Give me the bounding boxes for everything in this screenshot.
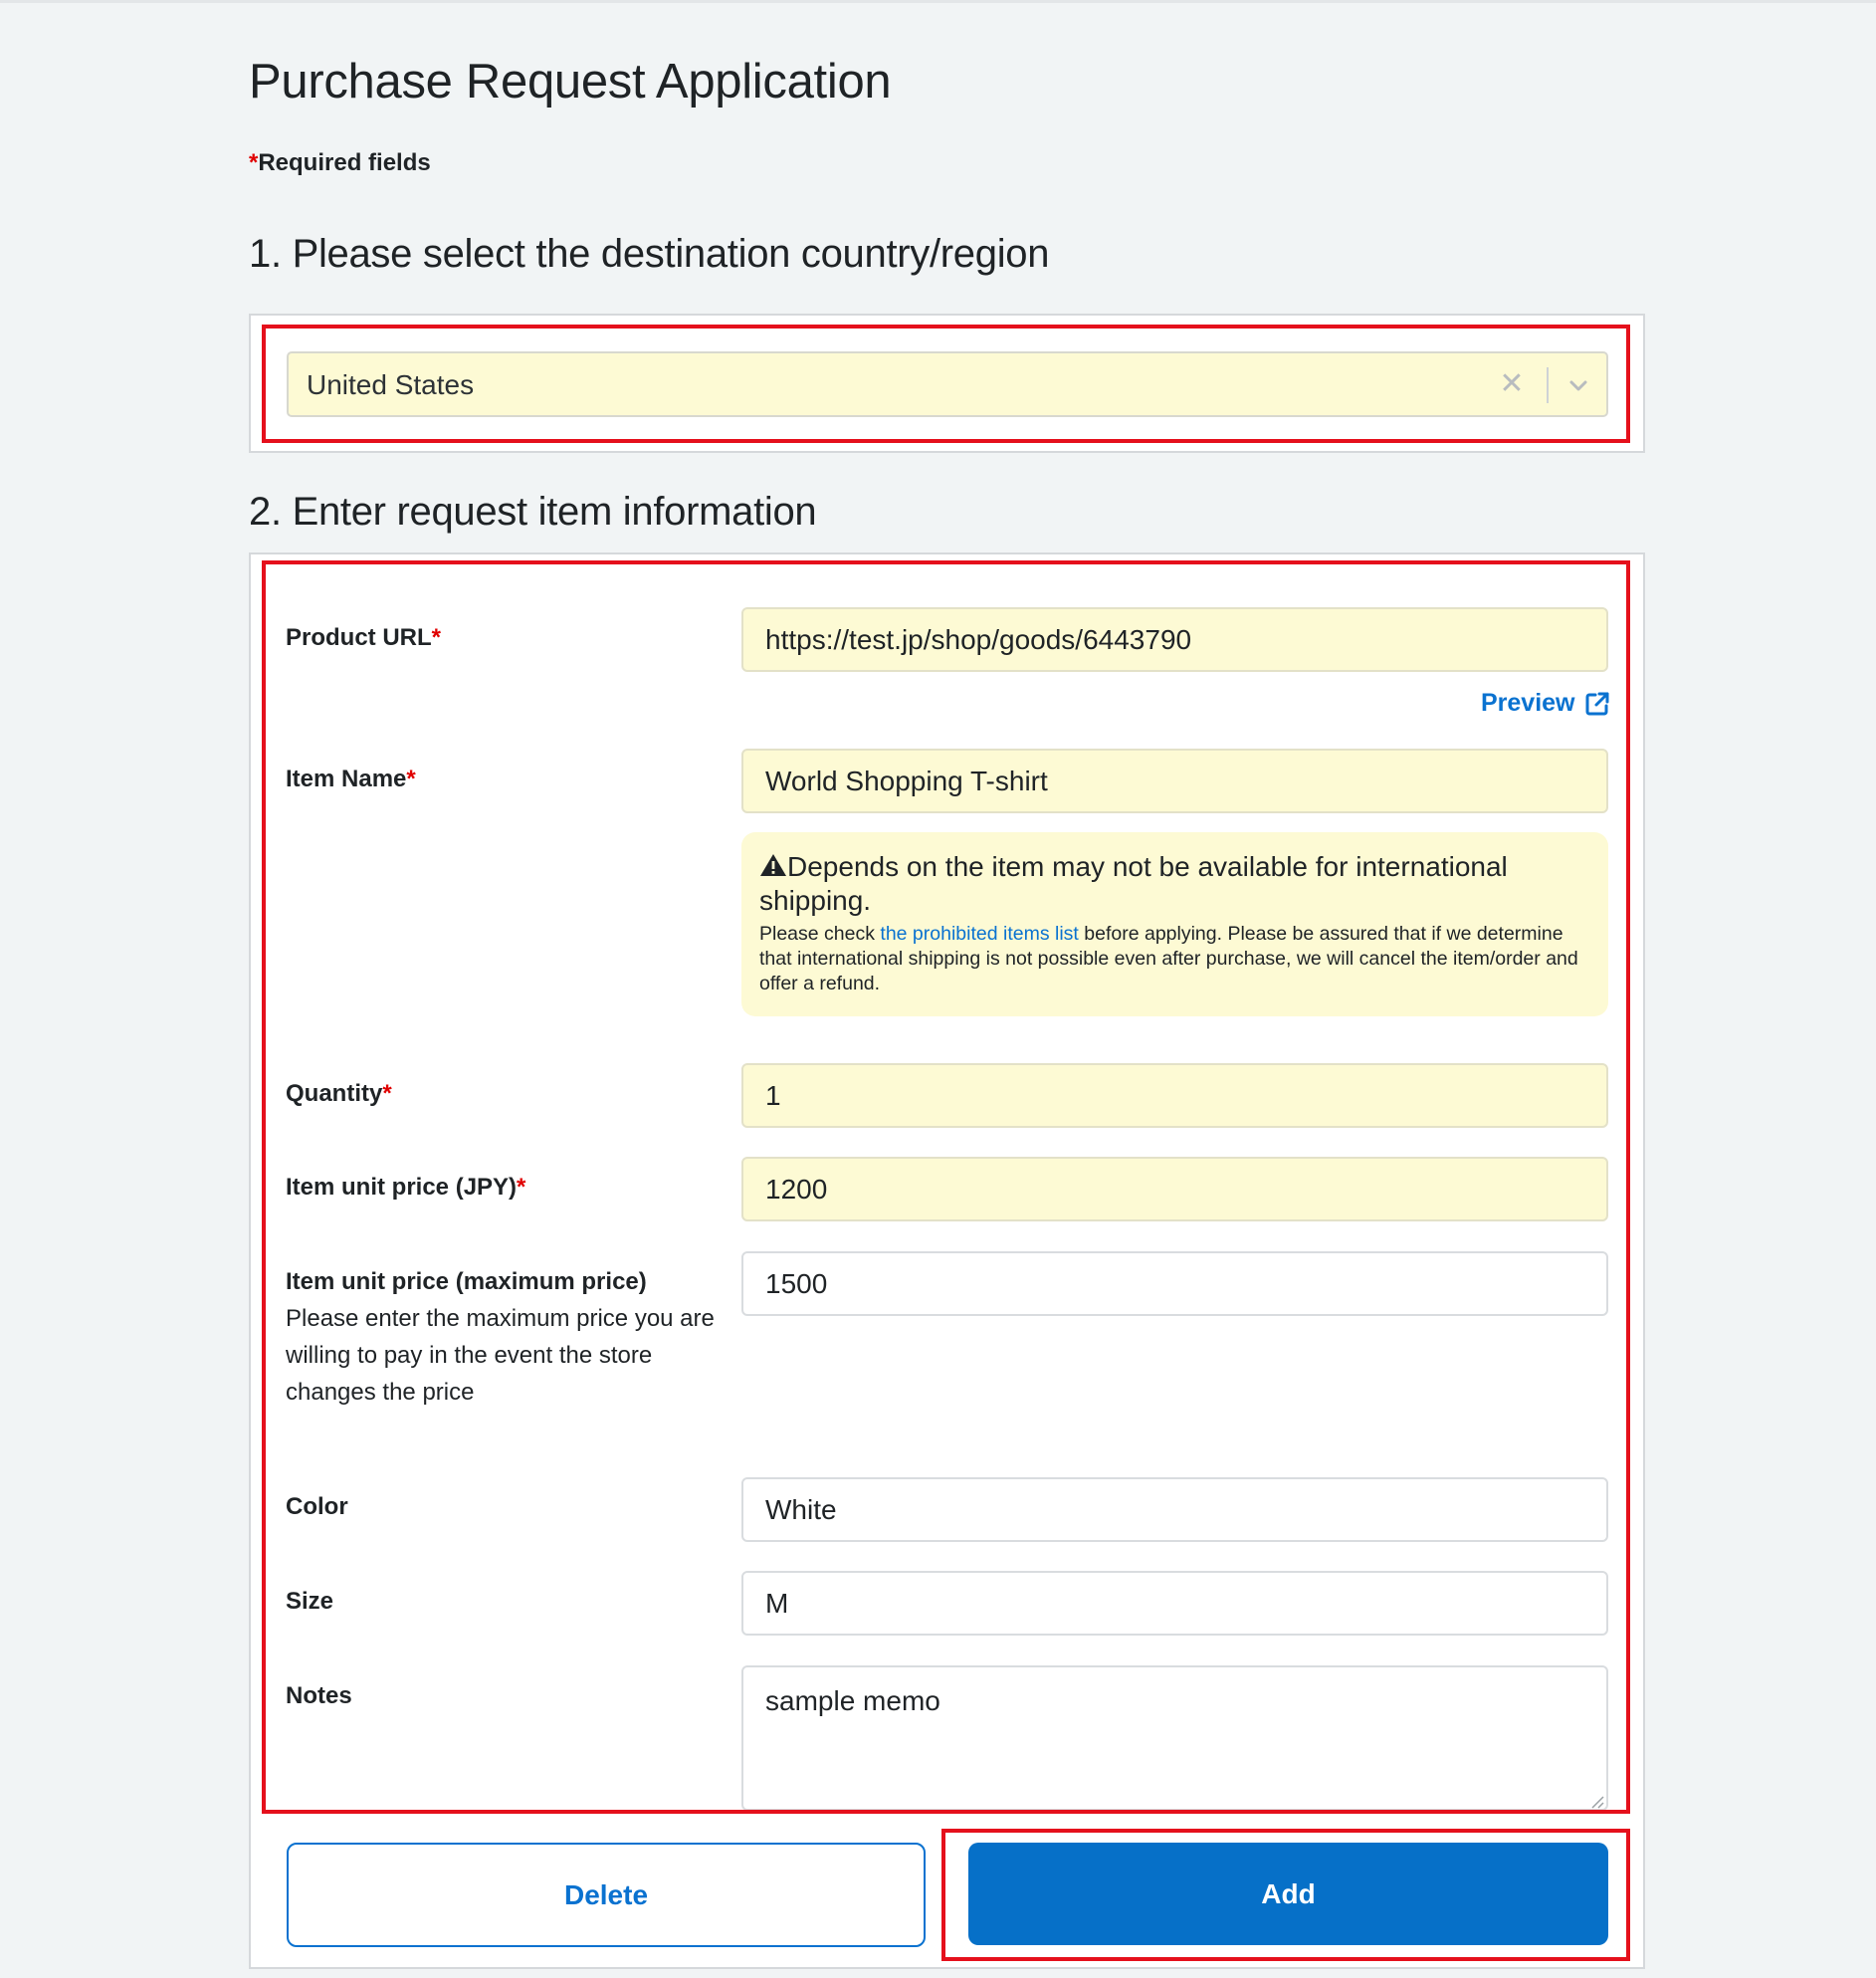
external-link-icon — [1583, 690, 1611, 718]
warning-title-text: Depends on the item may not be available for international shipping. — [759, 851, 1508, 916]
warning-icon — [759, 852, 787, 878]
warning-body-before: Please check — [759, 923, 881, 945]
preview-link-label: Preview — [1481, 689, 1575, 717]
select-separator — [1547, 367, 1549, 403]
quantity-label — [286, 1080, 392, 1108]
warning-body — [759, 922, 1590, 996]
section-destination-title: 1. Please select the destination country/region — [249, 232, 1050, 276]
item-name-input[interactable] — [741, 749, 1608, 813]
unit-price-input[interactable] — [741, 1157, 1608, 1221]
required-star: * — [382, 1080, 392, 1107]
notes-label: Notes — [286, 1682, 352, 1709]
color-input[interactable] — [741, 1477, 1608, 1542]
unit-price-label-text: Item unit price (JPY) — [286, 1174, 518, 1201]
required-star: * — [406, 766, 416, 792]
quantity-label-text: Quantity — [286, 1080, 383, 1107]
add-button[interactable]: Add — [968, 1843, 1608, 1945]
color-label: Color — [286, 1493, 348, 1520]
chevron-down-icon[interactable] — [1563, 369, 1594, 401]
unit-price-label — [286, 1174, 525, 1202]
required-star: * — [517, 1174, 526, 1201]
max-price-help: Please enter the maximum price you are willing to pay in the event the store changes the price — [286, 1305, 715, 1406]
top-divider — [0, 0, 1876, 3]
item-name-label — [286, 766, 416, 793]
page-title: Purchase Request Application — [249, 55, 892, 109]
required-star: * — [431, 624, 442, 651]
max-price-input[interactable] — [741, 1251, 1608, 1316]
product-url-label-text: Product URL — [286, 624, 432, 651]
delete-button[interactable]: Delete — [287, 1843, 926, 1947]
item-name-label-text: Item Name — [286, 766, 407, 792]
required-fields-note — [249, 149, 431, 177]
resize-handle-icon[interactable] — [1590, 1795, 1604, 1809]
notes-textarea[interactable] — [741, 1665, 1608, 1811]
required-fields-text: Required fields — [258, 149, 431, 176]
product-url-label — [286, 624, 441, 652]
required-star: * — [249, 149, 259, 176]
quantity-input[interactable] — [741, 1063, 1608, 1128]
warning-body-after: before applying. Please be assured that if we determine that international shipping is not possible even after purchase, we will cancel the item/order and offer a refund. — [759, 923, 1578, 994]
shipping-warning-box — [741, 832, 1608, 1016]
preview-link[interactable] — [1481, 689, 1611, 718]
warning-title — [759, 850, 1590, 918]
max-price-label: Item unit price (maximum price) — [286, 1268, 647, 1295]
clear-icon[interactable]: ✕ — [1499, 367, 1525, 400]
country-select[interactable] — [287, 351, 1608, 417]
country-select-value: United States — [307, 369, 475, 400]
prohibited-items-link[interactable]: the prohibited items list — [880, 923, 1079, 945]
size-label: Size — [286, 1588, 334, 1615]
section-item-info-title: 2. Enter request item information — [249, 490, 817, 534]
size-input[interactable] — [741, 1571, 1608, 1636]
product-url-input[interactable] — [741, 607, 1608, 672]
